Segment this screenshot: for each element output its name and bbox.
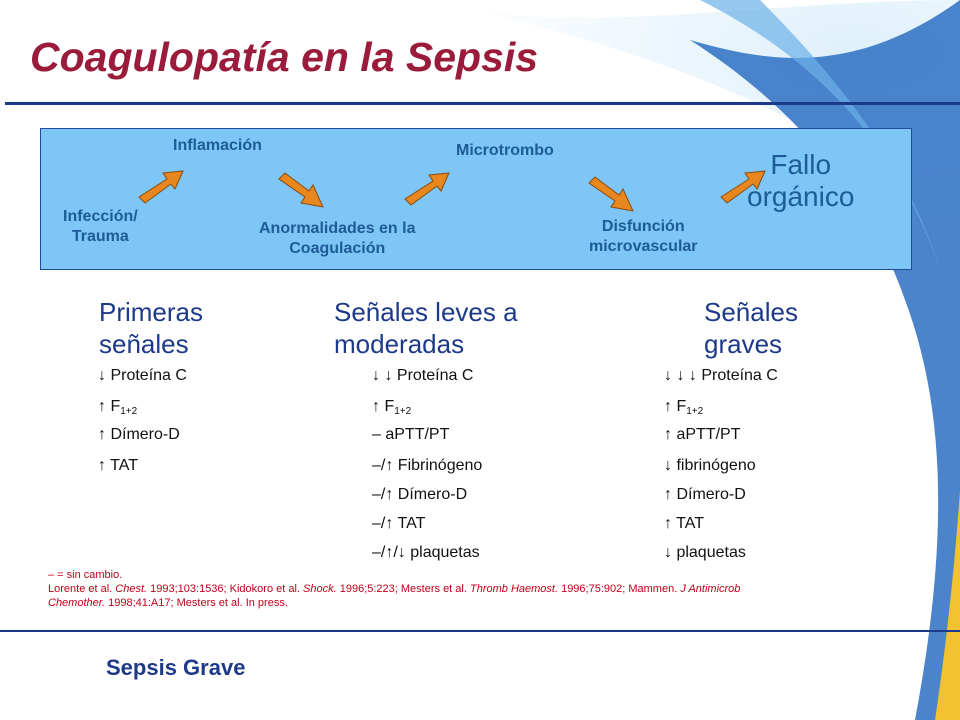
arrow-down-right-icon: [587, 175, 635, 215]
trend-indicator: ↑: [664, 515, 677, 532]
trend-indicator: ↑: [98, 398, 111, 415]
trend-indicator: ↑: [372, 398, 385, 415]
trend-indicator: ↓: [664, 457, 677, 474]
flow-fallo-line1: Fallo: [770, 149, 832, 180]
heading-primeras-line2: señales: [99, 329, 189, 359]
trend-indicator: ↓ ↓: [372, 367, 397, 384]
footer-divider: [0, 630, 960, 632]
ref-text: 1998;41:A17; Mesters et al. In press.: [105, 597, 288, 609]
flow-infeccion-line2: Trauma: [71, 228, 129, 245]
list-item: [372, 366, 473, 386]
flow-fallo-line2: orgánico: [747, 181, 855, 212]
list-item: [664, 485, 746, 505]
ref-text: 1993;103:1536; Kidokoro et al.: [147, 583, 304, 595]
list-item: [372, 543, 480, 563]
title-divider: [5, 102, 960, 105]
trend-indicator: ↑: [98, 426, 111, 443]
list-item: [664, 397, 703, 417]
marker-label: plaquetas: [410, 544, 480, 561]
list-item: [372, 397, 411, 417]
trend-indicator: ↓ ↓ ↓: [664, 367, 702, 384]
heading-graves-line1: Señales: [704, 297, 798, 327]
list-item: [98, 366, 187, 386]
marker-label: fibrinógeno: [676, 457, 756, 474]
flow-disfuncion: [589, 217, 698, 257]
ref-journal: Shock.: [303, 583, 337, 595]
trend-indicator: ↑: [98, 457, 111, 474]
list-item: [372, 425, 449, 445]
trend-indicator: ↑: [664, 426, 677, 443]
list-item: [372, 485, 467, 505]
legend-sin-cambio: – = sin cambio.: [48, 569, 123, 581]
flow-anormalidades-line2: Coagulación: [289, 240, 386, 257]
list-item: [664, 425, 740, 445]
marker-subscript: 1+2: [394, 406, 412, 417]
reference-line-2: [48, 597, 288, 610]
marker-label: F: [384, 398, 395, 415]
ref-text: 1996;5:223; Mesters et al.: [336, 583, 470, 595]
page-title: Coagulopatía en la Sepsis: [30, 34, 539, 80]
flow-infeccion-trauma: [63, 207, 138, 247]
flow-anormalidades-line1: Anormalidades en la: [259, 220, 416, 237]
marker-label: F: [110, 398, 121, 415]
heading-senales-graves: [704, 296, 798, 360]
marker-label: TAT: [110, 457, 138, 474]
ref-journal: J Antimicrob: [680, 583, 741, 595]
list-item: [664, 366, 778, 386]
trend-indicator: –/↑: [372, 515, 398, 532]
flow-infeccion-line1: Infección/: [63, 208, 138, 225]
trend-indicator: ↓: [98, 367, 111, 384]
ref-journal: Chest.: [115, 583, 148, 595]
marker-label: Dímero-D: [110, 426, 180, 443]
flow-diagram-box: [40, 128, 912, 270]
ref-text: 1996;75:902; Mammen.: [558, 583, 681, 595]
marker-label: Fibrinógeno: [397, 457, 483, 474]
list-item: [372, 514, 425, 534]
heading-leves-line2: moderadas: [334, 329, 465, 359]
trend-indicator: ↑: [664, 486, 677, 503]
marker-subscript: 1+2: [120, 406, 138, 417]
marker-label: plaquetas: [676, 544, 746, 561]
arrow-up-right-icon: [719, 167, 767, 207]
marker-label: Dímero-D: [676, 486, 746, 503]
list-item: [372, 456, 482, 476]
trend-indicator: –/↑: [372, 457, 398, 474]
reference-line-1: [48, 583, 740, 596]
flow-disfuncion-line1: Disfunción: [601, 218, 685, 235]
heading-primeras-line1: Primeras: [99, 297, 204, 327]
list-item: [98, 397, 137, 417]
marker-label: F: [676, 398, 687, 415]
ref-journal: Thromb Haemost.: [469, 583, 559, 595]
trend-indicator: ↑: [664, 398, 677, 415]
arrow-up-right-icon: [137, 167, 185, 207]
marker-label: TAT: [397, 515, 426, 532]
marker-subscript: 1+2: [686, 406, 704, 417]
arrow-up-right-icon: [403, 169, 451, 209]
marker-label: aPTT/PT: [676, 426, 741, 443]
marker-label: TAT: [676, 515, 704, 532]
heading-graves-line2: graves: [704, 329, 783, 359]
flow-anormalidades: [259, 219, 416, 259]
marker-label: Proteína C: [110, 367, 187, 384]
list-item: [98, 456, 138, 476]
ref-journal: Chemother.: [48, 597, 106, 609]
trend-indicator: –/↑: [372, 486, 398, 503]
heading-senales-leves: [334, 296, 518, 360]
marker-label: Proteína C: [701, 367, 778, 384]
trend-indicator: –/↑/↓: [372, 544, 411, 561]
trend-indicator: –: [372, 426, 386, 443]
flow-microtrombo: Microtrombo: [456, 142, 554, 159]
trend-indicator: ↓: [664, 544, 677, 561]
list-item: [664, 456, 756, 476]
heading-primeras-senales: [99, 296, 203, 360]
marker-label: Proteína C: [396, 367, 474, 384]
heading-leves-line1: Señales leves a: [334, 297, 518, 327]
ref-text: Lorente et al.: [48, 583, 116, 595]
marker-label: Dímero-D: [397, 486, 468, 503]
arrow-down-right-icon: [277, 171, 325, 211]
list-item: [98, 425, 180, 445]
flow-inflamacion: Inflamación: [173, 137, 262, 154]
flow-disfuncion-line2: microvascular: [589, 238, 698, 255]
list-item: [664, 543, 746, 563]
footer-label: Sepsis Grave: [106, 655, 246, 680]
marker-label: aPTT/PT: [385, 426, 450, 443]
list-item: [664, 514, 704, 534]
